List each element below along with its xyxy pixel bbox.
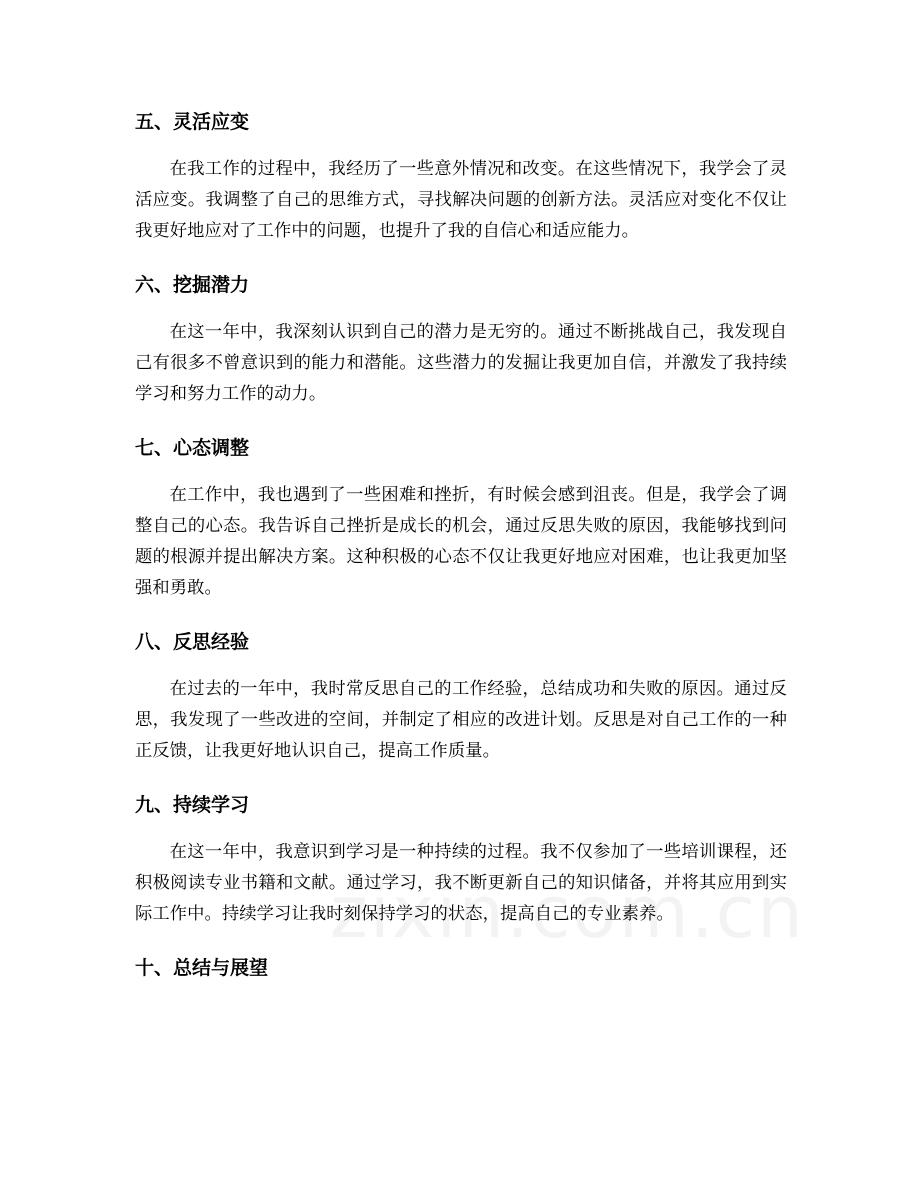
section-title-5: 五、灵活应变 xyxy=(135,111,250,133)
section-title-6: 六、挖掘潜力 xyxy=(135,274,250,296)
section-paragraph-9: 在这一年中，我意识到学习是一种持续的过程。我不仅参加了一些培训课程，还积极阅读专业书籍和文献。通过学习，我不断更新自己的知识储备，并将其应用到实际工作中。持续学习让我时刻保持学习的状态，提高自己的专业素养。 xyxy=(135,842,787,924)
section-title-9: 九、持续学习 xyxy=(135,794,250,816)
section-paragraph-7: 在工作中，我也遇到了一些困难和挫折，有时候会感到沮丧。但是，我学会了调整自己的心态。我告诉自己挫折是成长的机会，通过反思失败的原因，我能够找到问题的根源并提出解决方案。这种积极的心态不仅让我更好地应对困难，也让我更加坚强和勇敢。 xyxy=(135,485,787,598)
section-paragraph-5: 在我工作的过程中，我经历了一些意外情况和改变。在这些情况下，我学会了灵活应变。我调整了自己的思维方式，寻找解决问题的创新方法。灵活应对变化不仅让我更好地应对了工作中的问题，也提升了我的自信心和适应能力。 xyxy=(135,159,787,241)
section-paragraph-8: 在过去的一年中，我时常反思自己的工作经验，总结成功和失败的原因。通过反思，我发现了一些改进的空间，并制定了相应的改进计划。反思是对自己工作的一种正反馈，让我更好地认识自己，提高工作质量。 xyxy=(135,679,787,761)
section-title-8: 八、反思经验 xyxy=(135,631,250,653)
section-title-7: 七、心态调整 xyxy=(135,437,250,459)
document-content xyxy=(135,106,787,984)
section-title-10: 十、总结与展望 xyxy=(135,957,269,979)
section-paragraph-6: 在这一年中，我深刻认识到自己的潜力是无穷的。通过不断挑战自己，我发现自己有很多不曾意识到的能力和潜能。这些潜力的发掘让我更加自信，并激发了我持续学习和努力工作的动力。 xyxy=(135,322,787,404)
